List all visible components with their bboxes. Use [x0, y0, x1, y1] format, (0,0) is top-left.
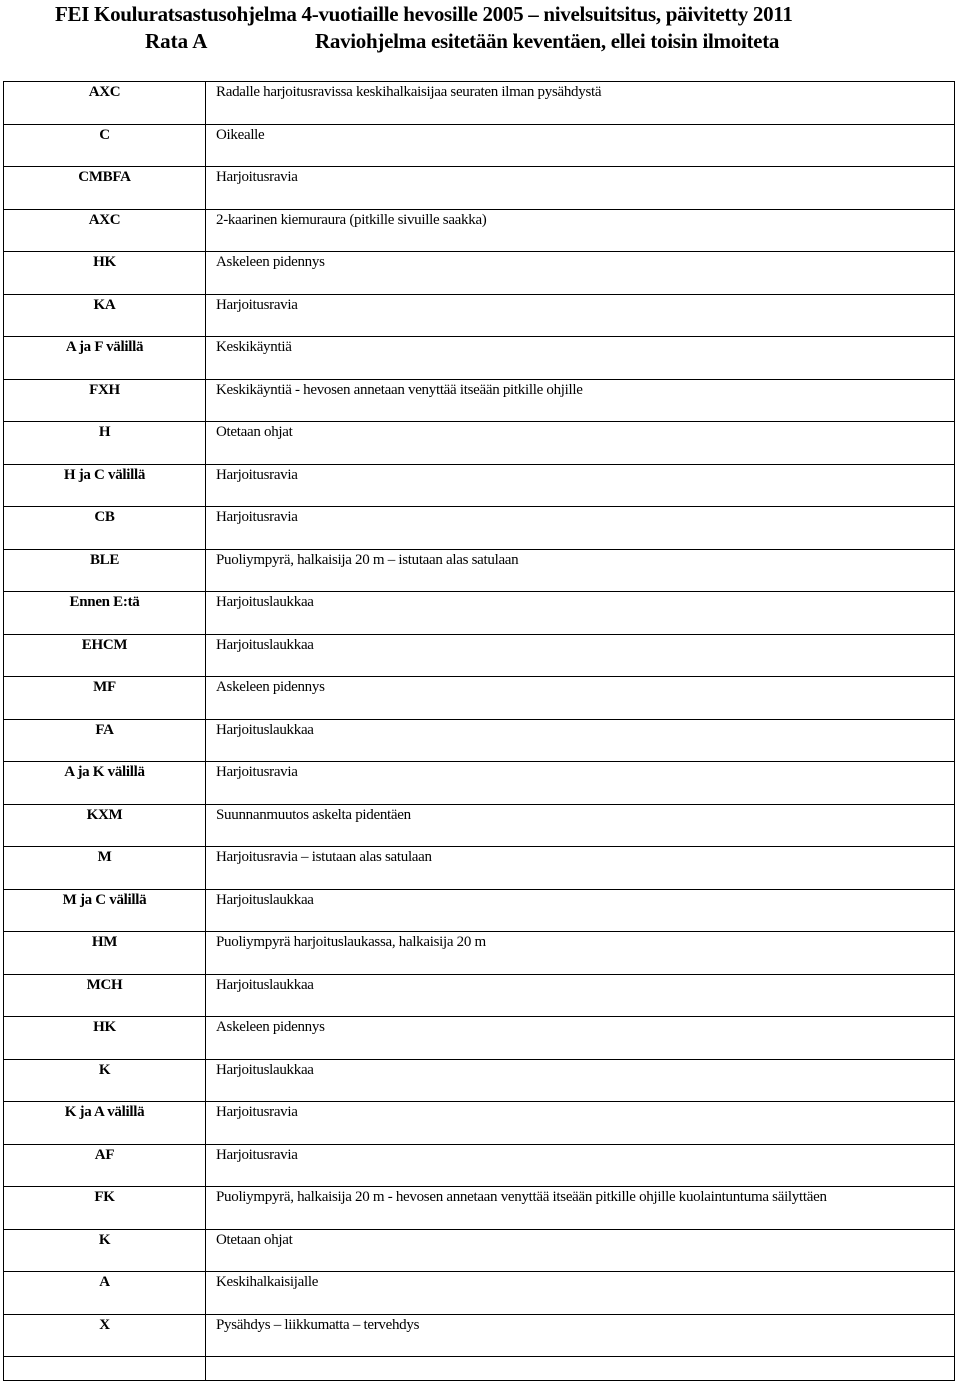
table-row	[4, 889, 955, 932]
table-row	[4, 719, 955, 762]
table-row	[4, 1017, 955, 1060]
table-row	[4, 1229, 955, 1272]
movement-description: Askeleen pidennys	[206, 677, 955, 720]
table-row	[4, 1144, 955, 1187]
table-row	[4, 337, 955, 380]
table-row	[4, 82, 955, 125]
movement-description: Harjoituslaukkaa	[206, 634, 955, 677]
table-row	[4, 252, 955, 295]
movement-description: Harjoitusravia	[206, 762, 955, 805]
movement-description: Oikealle	[206, 124, 955, 167]
movement-description: Keskikäyntiä	[206, 337, 955, 380]
movement-marker: H ja C välillä	[4, 464, 206, 507]
table-row	[4, 677, 955, 720]
movement-description: Harjoituslaukkaa	[206, 974, 955, 1017]
test-program-rows	[4, 82, 955, 1381]
movement-description: Harjoitusravia	[206, 1102, 955, 1145]
movement-marker: CB	[4, 507, 206, 550]
movement-description: Suunnanmuutos askelta pidentäen	[206, 804, 955, 847]
movement-marker: FK	[4, 1187, 206, 1230]
document-header	[0, 2, 960, 62]
movement-marker: M ja C välillä	[4, 889, 206, 932]
movement-description: Radalle harjoitusravissa keskihalkaisijaa seuraten ilman pysähdystä	[206, 82, 955, 125]
table-row	[4, 124, 955, 167]
table-row	[4, 422, 955, 465]
movement-description: Harjoitusravia	[206, 507, 955, 550]
movement-marker: X	[4, 1314, 206, 1357]
movement-marker: K	[4, 1059, 206, 1102]
table-row	[4, 1314, 955, 1357]
table-row	[4, 167, 955, 210]
movement-marker: Ennen E:tä	[4, 592, 206, 635]
test-program-table	[3, 81, 955, 1381]
movement-marker: A ja F välillä	[4, 337, 206, 380]
movement-description: Puoliympyrä, halkaisija 20 m – istutaan alas satulaan	[206, 549, 955, 592]
movement-marker: BLE	[4, 549, 206, 592]
table-row	[4, 847, 955, 890]
table-row	[4, 592, 955, 635]
empty-movement-cell	[206, 1357, 955, 1381]
movement-description: 2-kaarinen kiemuraura (pitkille sivuille saakka)	[206, 209, 955, 252]
movement-marker: A	[4, 1272, 206, 1315]
movement-description: Puoliympyrä harjoituslaukassa, halkaisija 20 m	[206, 932, 955, 975]
table-row	[4, 804, 955, 847]
movement-description: Puoliympyrä, halkaisija 20 m - hevosen annetaan venyttää itseään pitkille ohjille kuolaintuntuma säilyttäen	[206, 1187, 955, 1230]
movement-description: Pysähdys – liikkumatta – tervehdys	[206, 1314, 955, 1357]
table-row	[4, 507, 955, 550]
movement-description: Harjoituslaukkaa	[206, 719, 955, 762]
movement-marker: FA	[4, 719, 206, 762]
movement-marker: K	[4, 1229, 206, 1272]
movement-description: Harjoitusravia	[206, 167, 955, 210]
movement-marker: CMBFA	[4, 167, 206, 210]
table-row	[4, 1272, 955, 1315]
table-row	[4, 379, 955, 422]
movement-marker: AXC	[4, 209, 206, 252]
movement-marker: MCH	[4, 974, 206, 1017]
movement-description: Otetaan ohjat	[206, 1229, 955, 1272]
movement-marker: C	[4, 124, 206, 167]
movement-description: Askeleen pidennys	[206, 252, 955, 295]
table-row	[4, 932, 955, 975]
movement-description: Harjoitusravia	[206, 464, 955, 507]
movement-description: Harjoitusravia	[206, 1144, 955, 1187]
empty-table-row	[4, 1357, 955, 1381]
movement-marker: M	[4, 847, 206, 890]
table-row	[4, 974, 955, 1017]
movement-marker: HM	[4, 932, 206, 975]
movement-marker: EHCM	[4, 634, 206, 677]
trot-note: Raviohjelma esitetään keventäen, ellei toisin ilmoiteta	[315, 29, 780, 53]
table-row	[4, 1102, 955, 1145]
table-row	[4, 209, 955, 252]
table-row	[4, 1187, 955, 1230]
movement-description: Harjoituslaukkaa	[206, 592, 955, 635]
table-row	[4, 634, 955, 677]
movement-description: Harjoitusravia – istutaan alas satulaan	[206, 847, 955, 890]
movement-marker: AXC	[4, 82, 206, 125]
table-row	[4, 762, 955, 805]
movement-marker: KXM	[4, 804, 206, 847]
movement-marker: AF	[4, 1144, 206, 1187]
movement-marker: H	[4, 422, 206, 465]
table-row	[4, 294, 955, 337]
arena-label: Rata A	[145, 29, 208, 53]
empty-marker-cell	[4, 1357, 206, 1381]
movement-marker: A ja K välillä	[4, 762, 206, 805]
movement-marker: MF	[4, 677, 206, 720]
movement-description: Keskikäyntiä - hevosen annetaan venyttää itseään pitkille ohjille	[206, 379, 955, 422]
movement-description: Harjoituslaukkaa	[206, 1059, 955, 1102]
document-title: FEI Kouluratsastusohjelma 4-vuotiaille hevosille 2005 – nivelsuitsitus, päivitetty 2011	[55, 2, 793, 26]
movement-marker: FXH	[4, 379, 206, 422]
movement-description: Harjoituslaukkaa	[206, 889, 955, 932]
movement-description: Keskihalkaisijalle	[206, 1272, 955, 1315]
movement-description: Harjoitusravia	[206, 294, 955, 337]
movement-description: Askeleen pidennys	[206, 1017, 955, 1060]
table-row	[4, 464, 955, 507]
table-row	[4, 549, 955, 592]
movement-marker: HK	[4, 1017, 206, 1060]
movement-marker: K ja A välillä	[4, 1102, 206, 1145]
movement-marker: HK	[4, 252, 206, 295]
movement-description: Otetaan ohjat	[206, 422, 955, 465]
table-row	[4, 1059, 955, 1102]
movement-marker: KA	[4, 294, 206, 337]
